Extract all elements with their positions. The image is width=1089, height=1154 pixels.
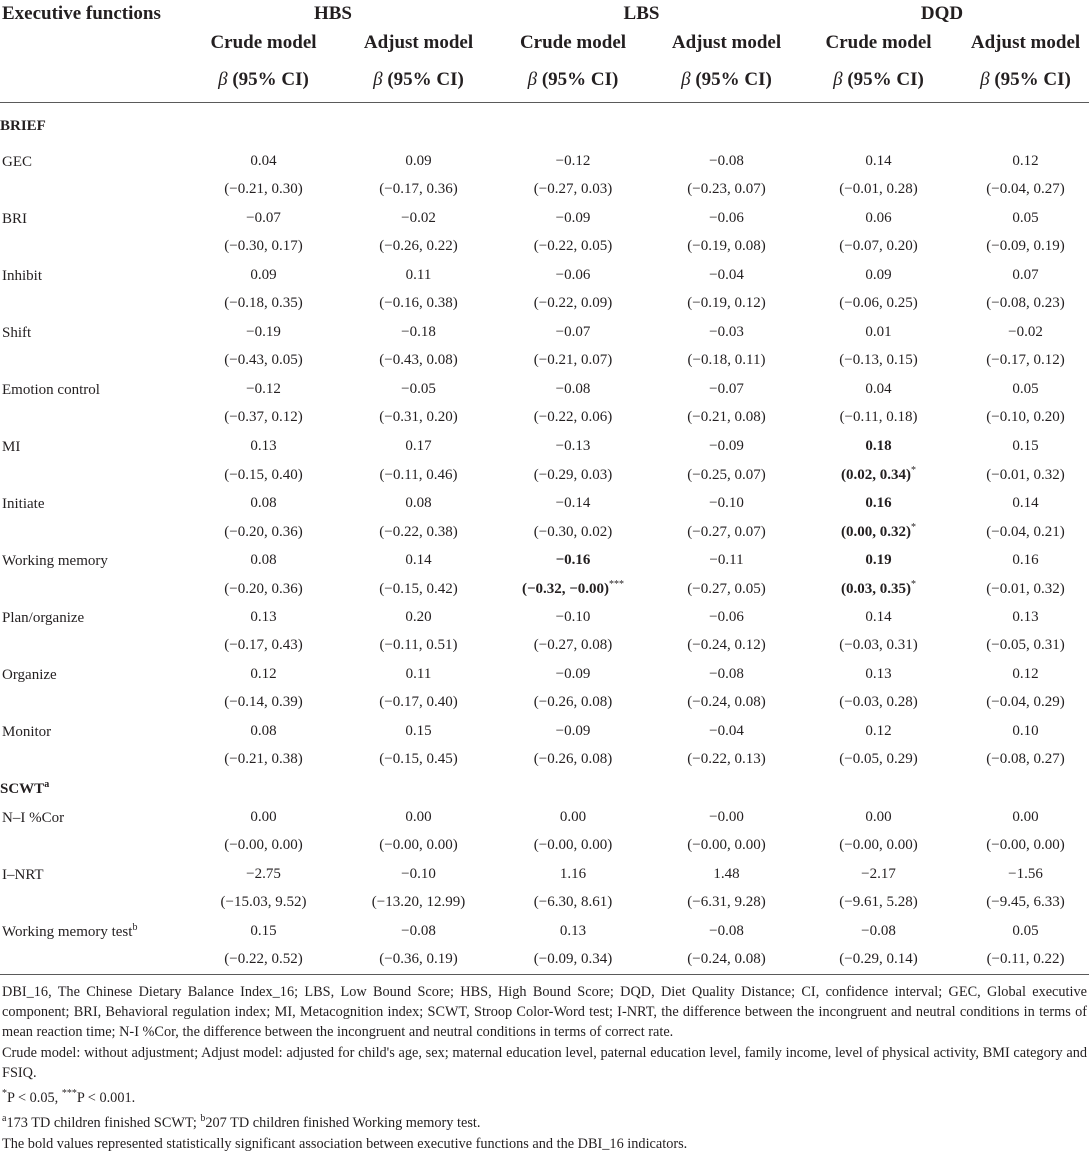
ci-value-cell: (−0.03, 0.28) [839,694,918,711]
ci-value-cell: (−15.03, 9.52) [220,894,307,911]
ci-value-cell: (−0.22, 0.05) [533,238,613,255]
row-label: Monitor [2,723,52,740]
beta-value-cell: −0.08 [709,665,744,682]
beta-value-cell: −0.09 [709,437,744,454]
beta-value-cell: 0.16 [1012,551,1039,568]
ci-value-cell: (−0.05, 0.31) [986,637,1065,654]
row-label: N–I %Cor [2,809,65,826]
beta-value-cell: 0.12 [865,722,892,739]
ci-value-cell: (−0.29, 0.14) [795,946,962,975]
ci-value-cell: (−0.15, 0.45) [379,751,458,768]
beta-value-cell: −0.08 [709,152,744,169]
beta-value-cell: 1.16 [559,865,587,882]
ci-value-cell: (−0.11, 0.18) [839,409,918,426]
footnote-pvalues: *P < 0.05, ***P < 0.001. [2,1088,136,1106]
section-row [0,774,1089,803]
beta-value-cell: 0.09 [865,266,892,283]
ci-value-cell: (−0.17, 0.40) [379,694,458,711]
col-header-executive-functions: Executive functions [2,3,161,24]
model-header: Adjust model [671,31,782,53]
beta-value-cell: −0.12 [555,152,591,169]
beta-value-cell: 0.14 [405,551,432,568]
ci-value-cell: (−0.20, 0.36) [224,581,303,598]
beta-value-cell: 0.13 [865,665,892,682]
ci-value-cell: (−0.30, 0.02) [533,524,613,541]
model-header: Adjust model [970,31,1081,53]
beta-value-cell: 0.12 [1012,152,1039,169]
beta-value-cell: 0.13 [250,437,277,454]
beta-value-cell: −0.10 [401,865,436,882]
ci-value-cell: (−0.17, 0.36) [379,181,458,198]
ci-value-cell: (−0.21, 0.08) [687,409,766,426]
ci-value-cell: (−0.29, 0.03) [533,467,613,484]
beta-value-cell: −0.10 [709,494,744,511]
model-header: Adjust model [363,31,474,53]
beta-value-cell: −0.10 [555,608,591,625]
beta-value-cell: 0.13 [1012,608,1039,625]
ci-header: β (95% CI) [488,57,658,103]
ci-value-cell: (−0.24, 0.08) [658,946,795,975]
ci-value-cell: (−0.04, 0.27) [986,181,1065,198]
beta-value-cell: 0.15 [1012,437,1039,454]
ci-value-cell: (−0.13, 0.15) [839,352,918,369]
beta-value-cell: −0.03 [709,323,744,340]
beta-value-cell: 0.04 [250,152,277,169]
ci-value-cell: (−0.24, 0.08) [687,694,766,711]
beta-value-cell: 0.14 [1012,494,1039,511]
beta-value-cell: 0.13 [559,922,587,939]
beta-value-cell: 0.18 [865,437,892,454]
ci-value-cell: (−0.21, 0.38) [224,751,303,768]
beta-value-cell: 0.17 [405,437,432,454]
ci-value-cell: (−0.06, 0.25) [839,295,918,312]
ci-value-cell: (−0.27, 0.08) [533,637,613,654]
beta-value-cell: −0.08 [401,922,436,939]
table-row-ci [0,290,1089,319]
row-label: Initiate [2,495,45,512]
beta-value-cell: −0.12 [246,380,281,397]
table-row-ci [0,518,1089,547]
beta-value-cell: −0.07 [246,209,281,226]
ci-value-cell: (−0.11, 0.51) [379,637,458,654]
group-header-dqd: DQD [920,3,964,24]
row-label: Shift [2,324,32,341]
row-label: Plan/organize [2,609,85,626]
ci-value-cell: (−0.04, 0.29) [986,694,1065,711]
beta-value-cell: −0.00 [709,808,744,825]
beta-value-cell: 0.11 [405,665,432,682]
ci-header: β (95% CI) [962,57,1089,103]
ci-value-cell: (−0.27, 0.05) [687,581,766,598]
ci-value-cell: (−0.03, 0.31) [839,637,918,654]
ci-value-cell: (−0.21, 0.30) [224,181,303,198]
group-header-hbs: HBS [313,3,353,24]
table-row [0,261,1089,290]
beta-value-cell: −0.08 [709,922,744,939]
ci-value-cell: (−0.11, 0.46) [379,467,458,484]
table-row [0,917,1089,946]
beta-value-cell: 0.09 [250,266,277,283]
ci-value-cell: (−0.14, 0.39) [224,694,303,711]
beta-value-cell: 0.11 [405,266,432,283]
table-row-ci [0,889,1089,918]
beta-value-cell: 0.00 [865,808,892,825]
ci-value-cell: (−0.19, 0.08) [687,238,766,255]
ci-value-cell: (0.00, 0.32)* [841,522,917,541]
beta-value-cell: 0.05 [1012,209,1039,226]
beta-value-cell: −0.14 [555,494,591,511]
row-label: GEC [2,153,32,170]
table-row [0,204,1089,233]
ci-value-cell: (−13.20, 12.99) [371,894,466,911]
beta-value-cell: −0.08 [861,922,896,939]
beta-value-cell: −2.17 [861,865,896,882]
footnote-bold: The bold values represented statistically significant association between executive functions and the DBI_16 indicators. [2,1135,688,1152]
ci-value-cell: (−0.37, 0.12) [224,409,303,426]
ci-value-cell: (−0.18, 0.35) [224,295,303,312]
ci-value-cell: (0.02, 0.34)* [841,465,917,484]
ci-value-cell: (−0.32, −0.00)*** [521,579,625,598]
model-header: Crude model [825,31,932,53]
beta-value-cell: 0.12 [1012,665,1039,682]
beta-value-cell: −0.09 [555,665,591,682]
ci-value-cell: (−6.30, 8.61) [533,894,613,911]
ci-value-cell: (−0.09, 0.34) [488,946,658,975]
beta-value-cell: −0.06 [709,209,744,226]
beta-value-cell: −0.13 [555,437,591,454]
ci-header: β (95% CI) [178,57,349,103]
ci-value-cell: (−0.43, 0.05) [224,352,303,369]
beta-value-cell: 0.00 [250,808,277,825]
table-row [0,375,1089,404]
ci-value-cell: (−0.27, 0.03) [533,181,613,198]
beta-value-cell: −0.06 [709,608,744,625]
ci-value-cell: (−0.22, 0.06) [533,409,613,426]
beta-value-cell: 0.08 [405,494,432,511]
ci-value-cell: (−0.23, 0.07) [687,181,766,198]
table-row-ci [0,689,1089,718]
beta-value-cell: 0.00 [1012,808,1039,825]
ci-value-cell: (−0.24, 0.12) [687,637,766,654]
table-row [0,717,1089,746]
ci-value-cell: (−0.01, 0.32) [986,581,1065,598]
table-row-ci [0,575,1089,604]
row-label: MI [2,438,21,455]
header-row-groups [0,0,1089,28]
beta-value-cell: 0.05 [1012,922,1039,939]
beta-value-cell: −0.07 [555,323,591,340]
table-row-ci [0,347,1089,376]
row-label: I–NRT [2,866,44,883]
ci-value-cell: (−0.11, 0.22) [962,946,1089,975]
ci-value-cell: (−0.22, 0.38) [379,524,458,541]
table-row-ci [0,632,1089,661]
model-header: Crude model [519,31,627,53]
ci-value-cell: (−0.19, 0.12) [687,295,766,312]
ci-value-cell: (−0.10, 0.20) [986,409,1065,426]
beta-value-cell: −0.19 [246,323,281,340]
ci-header: β (95% CI) [658,57,795,103]
table-row [0,603,1089,632]
beta-value-cell: −0.11 [709,551,744,568]
beta-value-cell: 0.16 [865,494,892,511]
beta-value-cell: 0.13 [250,608,277,625]
ci-value-cell: (−0.00, 0.00) [986,837,1065,854]
ci-value-cell: (−0.22, 0.13) [687,751,766,768]
beta-value-cell: 0.07 [1012,266,1039,283]
beta-value-cell: −0.07 [709,380,744,397]
beta-value-cell: 0.19 [865,551,892,568]
ci-value-cell: (−9.45, 6.33) [986,894,1065,911]
table-row [0,546,1089,575]
ci-value-cell: (−0.18, 0.11) [687,352,766,369]
beta-value-cell: 0.14 [865,152,892,169]
row-label: Organize [2,666,57,683]
table-row [0,860,1089,889]
ci-value-cell: (−0.05, 0.29) [839,751,918,768]
ci-value-cell: (−0.22, 0.52) [178,946,349,975]
beta-value-cell: −0.18 [401,323,436,340]
beta-value-cell: −1.56 [1008,865,1043,882]
ci-value-cell: (−0.00, 0.00) [687,837,766,854]
beta-value-cell: 0.20 [405,608,432,625]
table-row [0,660,1089,689]
beta-value-cell: 0.06 [865,209,892,226]
ci-header: β (95% CI) [795,57,962,103]
ci-value-cell: (−0.27, 0.07) [687,524,766,541]
ci-header: β (95% CI) [349,57,488,103]
beta-value-cell: −0.06 [555,266,591,283]
table-footnotes [0,975,1089,1154]
table-row-ci [0,946,1089,975]
beta-value-cell: −0.02 [1008,323,1043,340]
section-title: BRIEF [0,117,46,134]
beta-value-cell: 0.05 [1012,380,1039,397]
ci-value-cell: (−0.00, 0.00) [379,837,458,854]
section-title: SCWT$^a$ [0,779,50,797]
ci-value-cell: (−0.25, 0.07) [687,467,766,484]
section-row [0,103,1089,148]
ci-value-cell: (−0.17, 0.43) [224,637,303,654]
ci-value-cell: (−0.01, 0.32) [986,467,1065,484]
beta-value-cell: 0.14 [865,608,892,625]
ci-value-cell: (−0.00, 0.00) [224,837,303,854]
header-row-ci [0,57,1089,103]
ci-value-cell: (−0.20, 0.36) [224,524,303,541]
row-label: Working memory [2,552,108,569]
ci-value-cell: (−0.30, 0.17) [224,238,303,255]
table-row [0,432,1089,461]
beta-value-cell: 0.00 [405,808,432,825]
group-header-lbs: LBS [623,3,660,24]
beta-value-cell: 0.08 [250,494,277,511]
table-row-ci [0,233,1089,262]
beta-value-cell: −2.75 [246,865,281,882]
beta-value-cell: −0.09 [555,722,591,739]
ci-value-cell: (−0.00, 0.00) [839,837,918,854]
table-row-ci [0,832,1089,861]
beta-value-cell: 0.08 [250,551,277,568]
ci-value-cell: (−0.15, 0.42) [379,581,458,598]
model-header: Crude model [210,31,317,53]
ci-value-cell: (−0.26, 0.08) [533,751,613,768]
row-label: Inhibit [2,267,42,284]
ci-value-cell: (−0.00, 0.00) [533,837,613,854]
table-row-ci [0,404,1089,433]
ci-value-cell: (−0.01, 0.28) [839,181,918,198]
beta-value-cell: 0.08 [250,722,277,739]
row-label: BRI [2,210,28,227]
beta-value-cell: 0.10 [1012,722,1039,739]
ci-value-cell: (−9.61, 5.28) [839,894,918,911]
beta-value-cell: −0.08 [555,380,591,397]
beta-value-cell: 0.12 [250,665,277,682]
table-body [0,103,1089,975]
row-label: Working memory test$^b$ [2,921,138,940]
beta-value-cell: −0.09 [555,209,591,226]
beta-value-cell: 1.48 [713,865,740,882]
ci-value-cell: (−0.07, 0.20) [839,238,918,255]
ci-value-cell: (0.03, 0.35)* [841,579,917,598]
row-label: Emotion control [2,381,100,398]
beta-value-cell: 0.15 [405,722,432,739]
beta-value-cell: 0.09 [405,152,432,169]
ci-value-cell: (−0.08, 0.27) [986,751,1065,768]
ci-value-cell: (−0.09, 0.19) [986,238,1065,255]
ci-value-cell: (−0.26, 0.22) [379,238,458,255]
beta-value-cell: 0.04 [865,380,892,397]
ci-value-cell: (−0.17, 0.12) [986,352,1065,369]
table-row [0,147,1089,176]
header-row-models [0,28,1089,57]
ci-value-cell: (−0.16, 0.38) [379,295,458,312]
ci-value-cell: (−0.08, 0.23) [986,295,1065,312]
ci-value-cell: (−0.21, 0.07) [533,352,613,369]
footnote-abbreviations: DBI_16, The Chinese Dietary Balance Index_16; LBS, Low Bound Score; HBS, High Bound Score; DQD, Diet Quality Distance; CI, confidence interval; GEC, Global executive component; BRI, Behavioral regulation index; MI, Metacognition index; SCWT, Stroop Color-Word test; I-NRT, the difference between the incongruent and neutral conditions in terms of mean reaction time; N-I %Cor, the difference between the incongruent and neutral conditions in terms of correct rate. [2,984,1087,1040]
ci-value-cell: (−0.22, 0.09) [533,295,613,312]
ci-value-cell: (−0.04, 0.21) [986,524,1065,541]
ci-value-cell: (−0.36, 0.19) [349,946,488,975]
table-row-ci [0,176,1089,205]
beta-value-cell: −0.04 [709,722,744,739]
table-row-ci [0,746,1089,775]
ci-value-cell: (−0.31, 0.20) [379,409,458,426]
ci-value-cell: (−0.43, 0.08) [379,352,458,369]
ci-value-cell: (−6.31, 9.28) [687,894,766,911]
table-row [0,489,1089,518]
beta-value-cell: 0.00 [559,808,587,825]
beta-value-cell: −0.04 [709,266,744,283]
beta-value-cell: −0.05 [401,380,436,397]
ci-value-cell: (−0.15, 0.40) [224,467,303,484]
beta-value-cell: 0.01 [865,323,892,340]
table-row-ci [0,461,1089,490]
footnote-models: Crude model: without adjustment; Adjust model: adjusted for child's age, sex; maternal education level, paternal education level, family income, level of physical activity, BMI category and FSIQ. [2,1045,1087,1081]
beta-value-cell: 0.15 [250,922,277,939]
ci-value-cell: (−0.26, 0.08) [533,694,613,711]
table-row [0,803,1089,832]
footnote-sample-sizes: $^a$173 TD children finished SCWT; $^b$207 TD children finished Working memory test. [2,1112,481,1131]
table-row [0,318,1089,347]
beta-value-cell: −0.02 [401,209,436,226]
beta-value-cell: −0.16 [555,551,591,568]
